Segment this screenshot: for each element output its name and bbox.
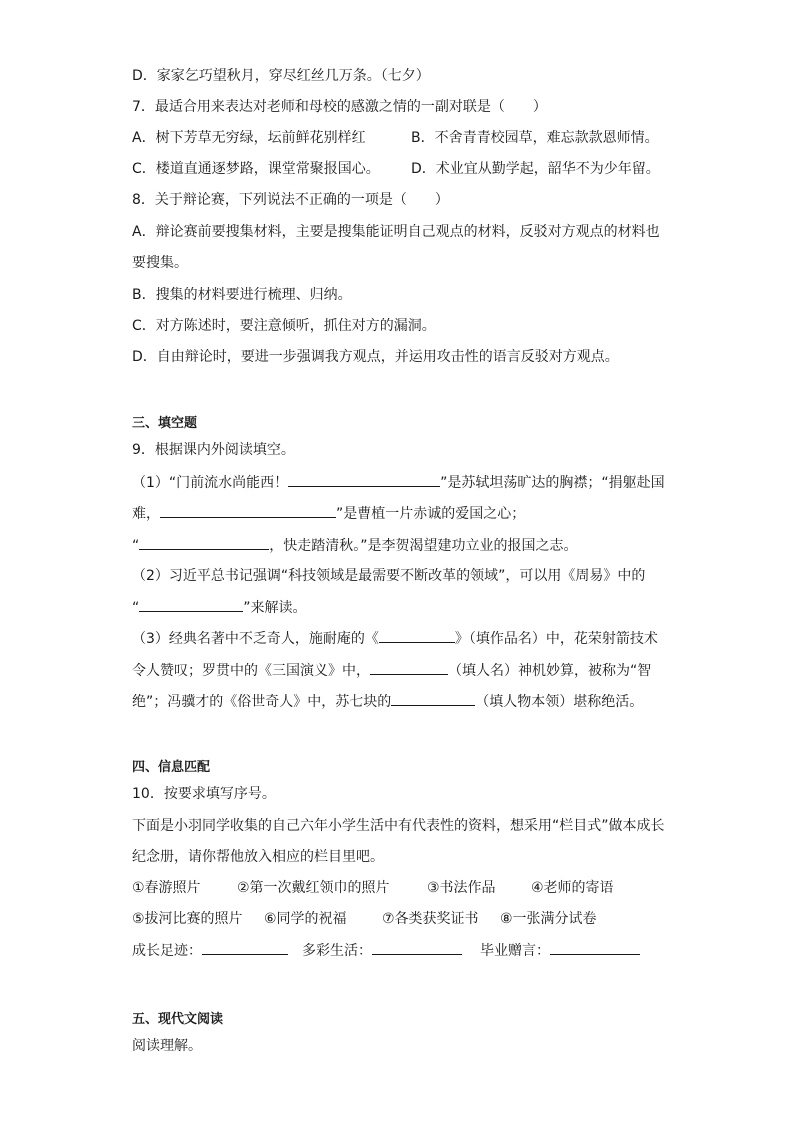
q7-option-a: A．树下芳草无穷绿，坛前鲜花别样红	[132, 130, 366, 146]
q10-item: ①春游照片	[132, 880, 201, 896]
q10-item: ⑤拔河比赛的照片	[132, 911, 243, 927]
q8-option-b: B．搜集的材料要进行梳理、归纳。	[132, 287, 352, 303]
q9-p3-text-c: 令人赞叹；罗贯中的《三国演义》中，	[132, 663, 370, 679]
section-3-title: 三、填空题	[132, 416, 198, 431]
q7-stem: 7．最适合用来表达对老师和母校的感激之情的一副对联是（ ）	[132, 99, 547, 115]
section-5-intro: 阅读理解。	[132, 1038, 202, 1054]
q9-blank-6[interactable]	[370, 660, 448, 675]
q9-part1-line2	[132, 503, 525, 524]
q9-p2-text-b: “	[132, 600, 140, 616]
q9-part2-line1: （2）习近平总书记强调“科技领域是最需要不断改革的领域”，可以用《周易》中的	[132, 568, 646, 584]
q10-answer-row	[132, 940, 288, 961]
farewell-answer-blank[interactable]	[550, 940, 640, 955]
q9-blank-7[interactable]	[391, 691, 475, 706]
q9-part1-line1	[132, 472, 665, 493]
q9-blank-2[interactable]	[160, 503, 336, 518]
growth-answer-blank[interactable]	[202, 940, 288, 955]
q9-p1-text-a: （1）“门前流水尚能西！	[132, 475, 289, 491]
q9-blank-3[interactable]	[139, 535, 269, 550]
q8-option-a-line2: 要搜集。	[132, 255, 188, 271]
q9-p1-text-c: 难，	[132, 506, 160, 522]
q9-part3-line3	[132, 691, 643, 712]
q9-p3-text-d: （填人名）神机妙算，被称为“智	[448, 663, 652, 679]
q10-item: ③书法作品	[427, 880, 496, 896]
q9-p1-text-f: ，快走踏清秋。”是李贺渴望建功立业的报国之志。	[269, 538, 578, 554]
q10-answer-row	[480, 940, 640, 961]
section-5-title: 五、现代文阅读	[132, 1012, 224, 1027]
q10-stem: 10．按要求填写序号。	[132, 786, 276, 802]
q9-p3-text-b: 》（填作品名）中，花荣射箭技术	[454, 631, 658, 647]
q9-p1-text-e: “	[132, 538, 140, 554]
q9-part3-line1	[132, 628, 658, 649]
q10-item: ②第一次戴红领巾的照片	[237, 880, 390, 896]
q10-answer-row	[302, 940, 462, 961]
q9-blank-5[interactable]	[379, 628, 455, 643]
q10-item: ⑥同学的祝福	[264, 911, 347, 927]
q9-stem: 9．根据课内外阅读填空。	[132, 442, 295, 458]
column-label-growth: 成长足迹：	[132, 943, 202, 959]
q9-part2-line2	[132, 597, 307, 618]
life-answer-blank[interactable]	[372, 940, 462, 955]
q10-item: ⑦各类获奖证书	[382, 911, 479, 927]
q9-part3-line2	[132, 660, 651, 681]
q9-p3-text-e: 绝”；冯骥才的《俗世奇人》中，苏七块的	[132, 694, 392, 710]
column-label-farewell: 毕业赠言：	[480, 943, 550, 959]
q9-p2-text-c: ”来解读。	[243, 600, 307, 616]
q8-option-a-line1: A．辩论赛前要搜集材料，主要是搜集能证明自己观点的材料，反驳对方观点的材料也	[132, 224, 660, 240]
q9-p1-text-b: ”是苏轼坦荡旷达的胸襟；“捐躯赴国	[440, 475, 665, 491]
q9-part1-line3	[132, 535, 578, 556]
q7-option-c: C．楼道直通逐梦路，课堂常聚报国心。	[132, 161, 380, 177]
q9-p3-text-f: （填人物本领）堪称绝活。	[475, 694, 644, 710]
q10-intro-line2: 纪念册，请你帮他放入相应的栏目里吧。	[132, 849, 384, 865]
q8-option-d: D．自由辩论时，要进一步强调我方观点，并运用攻击性的语言反驳对方观点。	[132, 349, 619, 365]
q6-option-d: D．家家乞巧望秋月，穿尽红丝几万条。（七夕）	[132, 68, 430, 84]
q7-option-d: D．术业宜从勤学起，韶华不为少年留。	[411, 161, 660, 177]
q9-blank-1[interactable]	[288, 472, 440, 487]
q8-option-c: C．对方陈述时，要注意倾听，抓住对方的漏洞。	[132, 318, 436, 334]
q10-intro-line1: 下面是小羽同学收集的自己六年小学生活中有代表性的资料，想采用“栏目式”做本成长	[132, 818, 665, 834]
q9-p3-text-a: （3）经典名著中不乏奇人，施耐庵的《	[132, 631, 379, 647]
q7-option-b: B．不舍青青校园草，难忘款款恩师情。	[411, 130, 659, 146]
q10-item: ④老师的寄语	[531, 880, 614, 896]
q9-p1-text-d: ”是曹植一片赤诚的爱国之心；	[336, 506, 526, 522]
q10-item: ⑧一张满分试卷	[500, 911, 597, 927]
column-label-life: 多彩生活：	[302, 943, 372, 959]
q9-blank-4[interactable]	[139, 597, 243, 612]
q8-stem: 8．关于辩论赛，下列说法不正确的一项是（ ）	[132, 192, 449, 208]
section-4-title: 四、信息匹配	[132, 760, 211, 775]
